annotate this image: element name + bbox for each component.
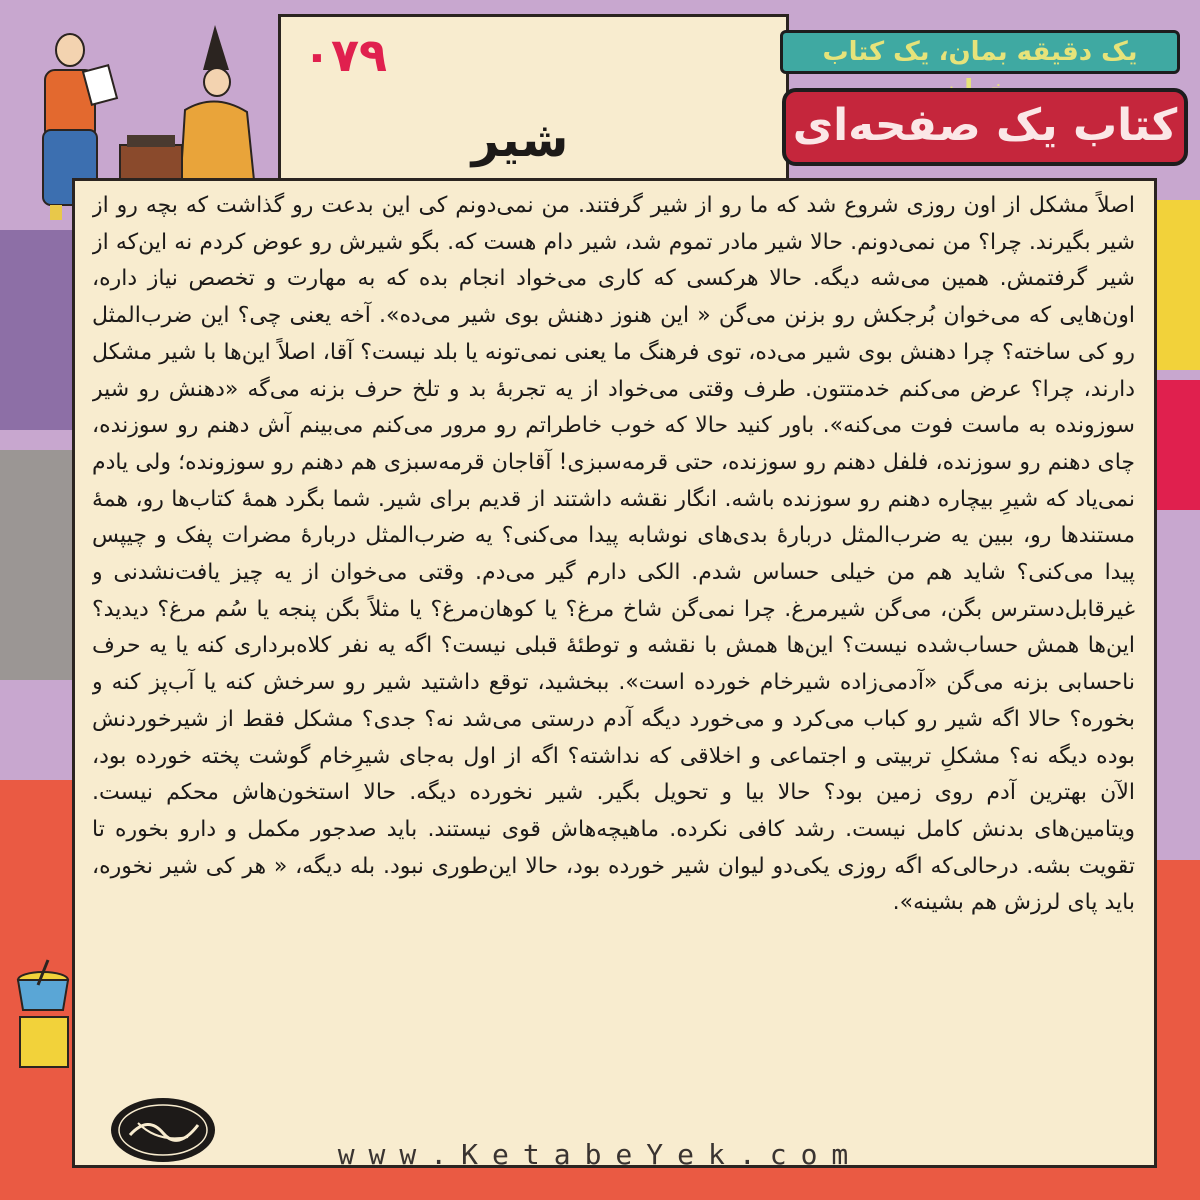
- signature-seal-icon: [108, 1095, 218, 1165]
- pot-illustration: [8, 955, 78, 1075]
- website-url[interactable]: www.KetabeYek.com: [337, 1138, 863, 1171]
- article-body: [92, 188, 1135, 1128]
- page-number: ۰۷۹: [302, 28, 388, 82]
- page-title: شیر: [471, 112, 569, 168]
- bg-block-red-right: [1150, 380, 1200, 510]
- article-paragraph: اصلاً مشکل از اون روزی شروع شد که ما رو از شیر گرفتند. من نمی‌دونم کی این بدعت رو گذاشت که بچه رو از شیر بگیرند. چرا؟ من نمی‌دونم. حالا شیر مادر تموم شد، شیر دام هست که. بگو شیرش رو عوض کردم نه این‌که از شیر گرفتمش. همین می‌شه دیگه. حالا هرکسی که کاری می‌خواد انجام بده که به مهارت و تخصص نیاز داره، اون‌هایی که می‌خوان بُرجکش رو بزنن می‌گن « این هنوز دهنش بوی شیر می‌ده». آخه یعنی چی؟ این ضرب‌المثل رو کی ساخته؟ چرا دهنش بوی شیر می‌ده، توی فرهنگ ما یعنی نمی‌تونه یا بلد نیست؟ آقا، اصلاً این‌ها با شیر مشکل دارند، چرا؟ عرض می‌کنم خدمتتون. طرف وقتی می‌خواد از یه تجربهٔ بد و تلخ حرف بزنه می‌گه «دهنش رو شیر سوزونده به ماست فوت می‌کنه». باور کنید حالا که خوب خاطراتم رو مرور می‌کنم می‌بینم آش دهنم رو سوزنده، چای دهنم رو سوزنده، فلفل دهنم رو سوزنده، حتی قرمه‌سبزی! آقاجان قرمه‌سبزی هم دهنم رو سوزونده؛ ولی یادم نمی‌یاد که شیرِ بیچاره دهنم رو سوزنده باشه. انگار نقشه داشتند از قدیم برای شیر. شما بگرد همهٔ کتاب‌ها رو، همهٔ مستندها رو، ببین یه ضرب‌المثل دربارهٔ بدی‌های نوشابه پیدا می‌کنی؟ یه ضرب‌المثل دربارهٔ مضرات پفک و چیپس پیدا می‌کنی؟ شاید هم من خیلی حساس شدم. الکی دارم گیر می‌دم. وقتی می‌خوان از یه چیز یافت‌نشدنی و غیرقابل‌دسترس بگن، می‌گن شیرمرغ. چرا نمی‌گن شاخ مرغ؟ یا کوهان‌مرغ؟ یا مثلاً بگن پنجه یا سُم مرغ؟ دیدید؟ این‌ها همش حساب‌شده نیست؟ این‌ها همش با نقشه و توطئهٔ قبلی نیست؟ اگه یه نفر کلاه‌برداری کنه یا یه حرف ناحسابی بزنه می‌گن «آدمی‌زاده شیرخام خورده است». ببخشید، توقع داشتید شیر رو سرخش کنه یا آب‌پز کنه و بخوره؟ حالا اگه شیر رو کباب می‌کرد و می‌خورد دیگه آدم درستی می‌شد نه؟ جدی؟ مشکل فقط از شیرخوردنش بوده دیگه نه؟ مشکلِ تربیتی و اجتماعی و اخلاقی که نداشته؟ اگه از اول به‌جای شیرِخام گوشت پخته خورده بود، الآن بهترین آدم روی زمین بود؟ حالا بیا و تحویل بگیر. شیر نخورده دیگه. حالا استخون‌هاش محکم نیست. ویتامین‌های بدنش کامل نیست. رشد کافی نکرده. ماهیچه‌هاش قوی نیستند. باید صدجور مکمل و دارو بخوره تا تقویت بشه. درحالی‌که اگه روزی یکی‌دو لیوان شیر خورده بود، حالا این‌طوری نبود. بله دیگه، « هر کی شیر نخوره، باید پای لرزش هم بشینه».: [92, 193, 1135, 916]
- brand-banner: کتاب یک صفحه‌ای: [782, 88, 1188, 166]
- bg-block-orange-right: [1150, 860, 1200, 1200]
- bg-block-gray-left: [0, 450, 80, 680]
- slogan-banner: یک دقیقه بمان، یک کتاب: [780, 30, 1180, 74]
- bg-block-purple-left: [0, 230, 80, 430]
- bg-block-yellow-right: [1150, 200, 1200, 370]
